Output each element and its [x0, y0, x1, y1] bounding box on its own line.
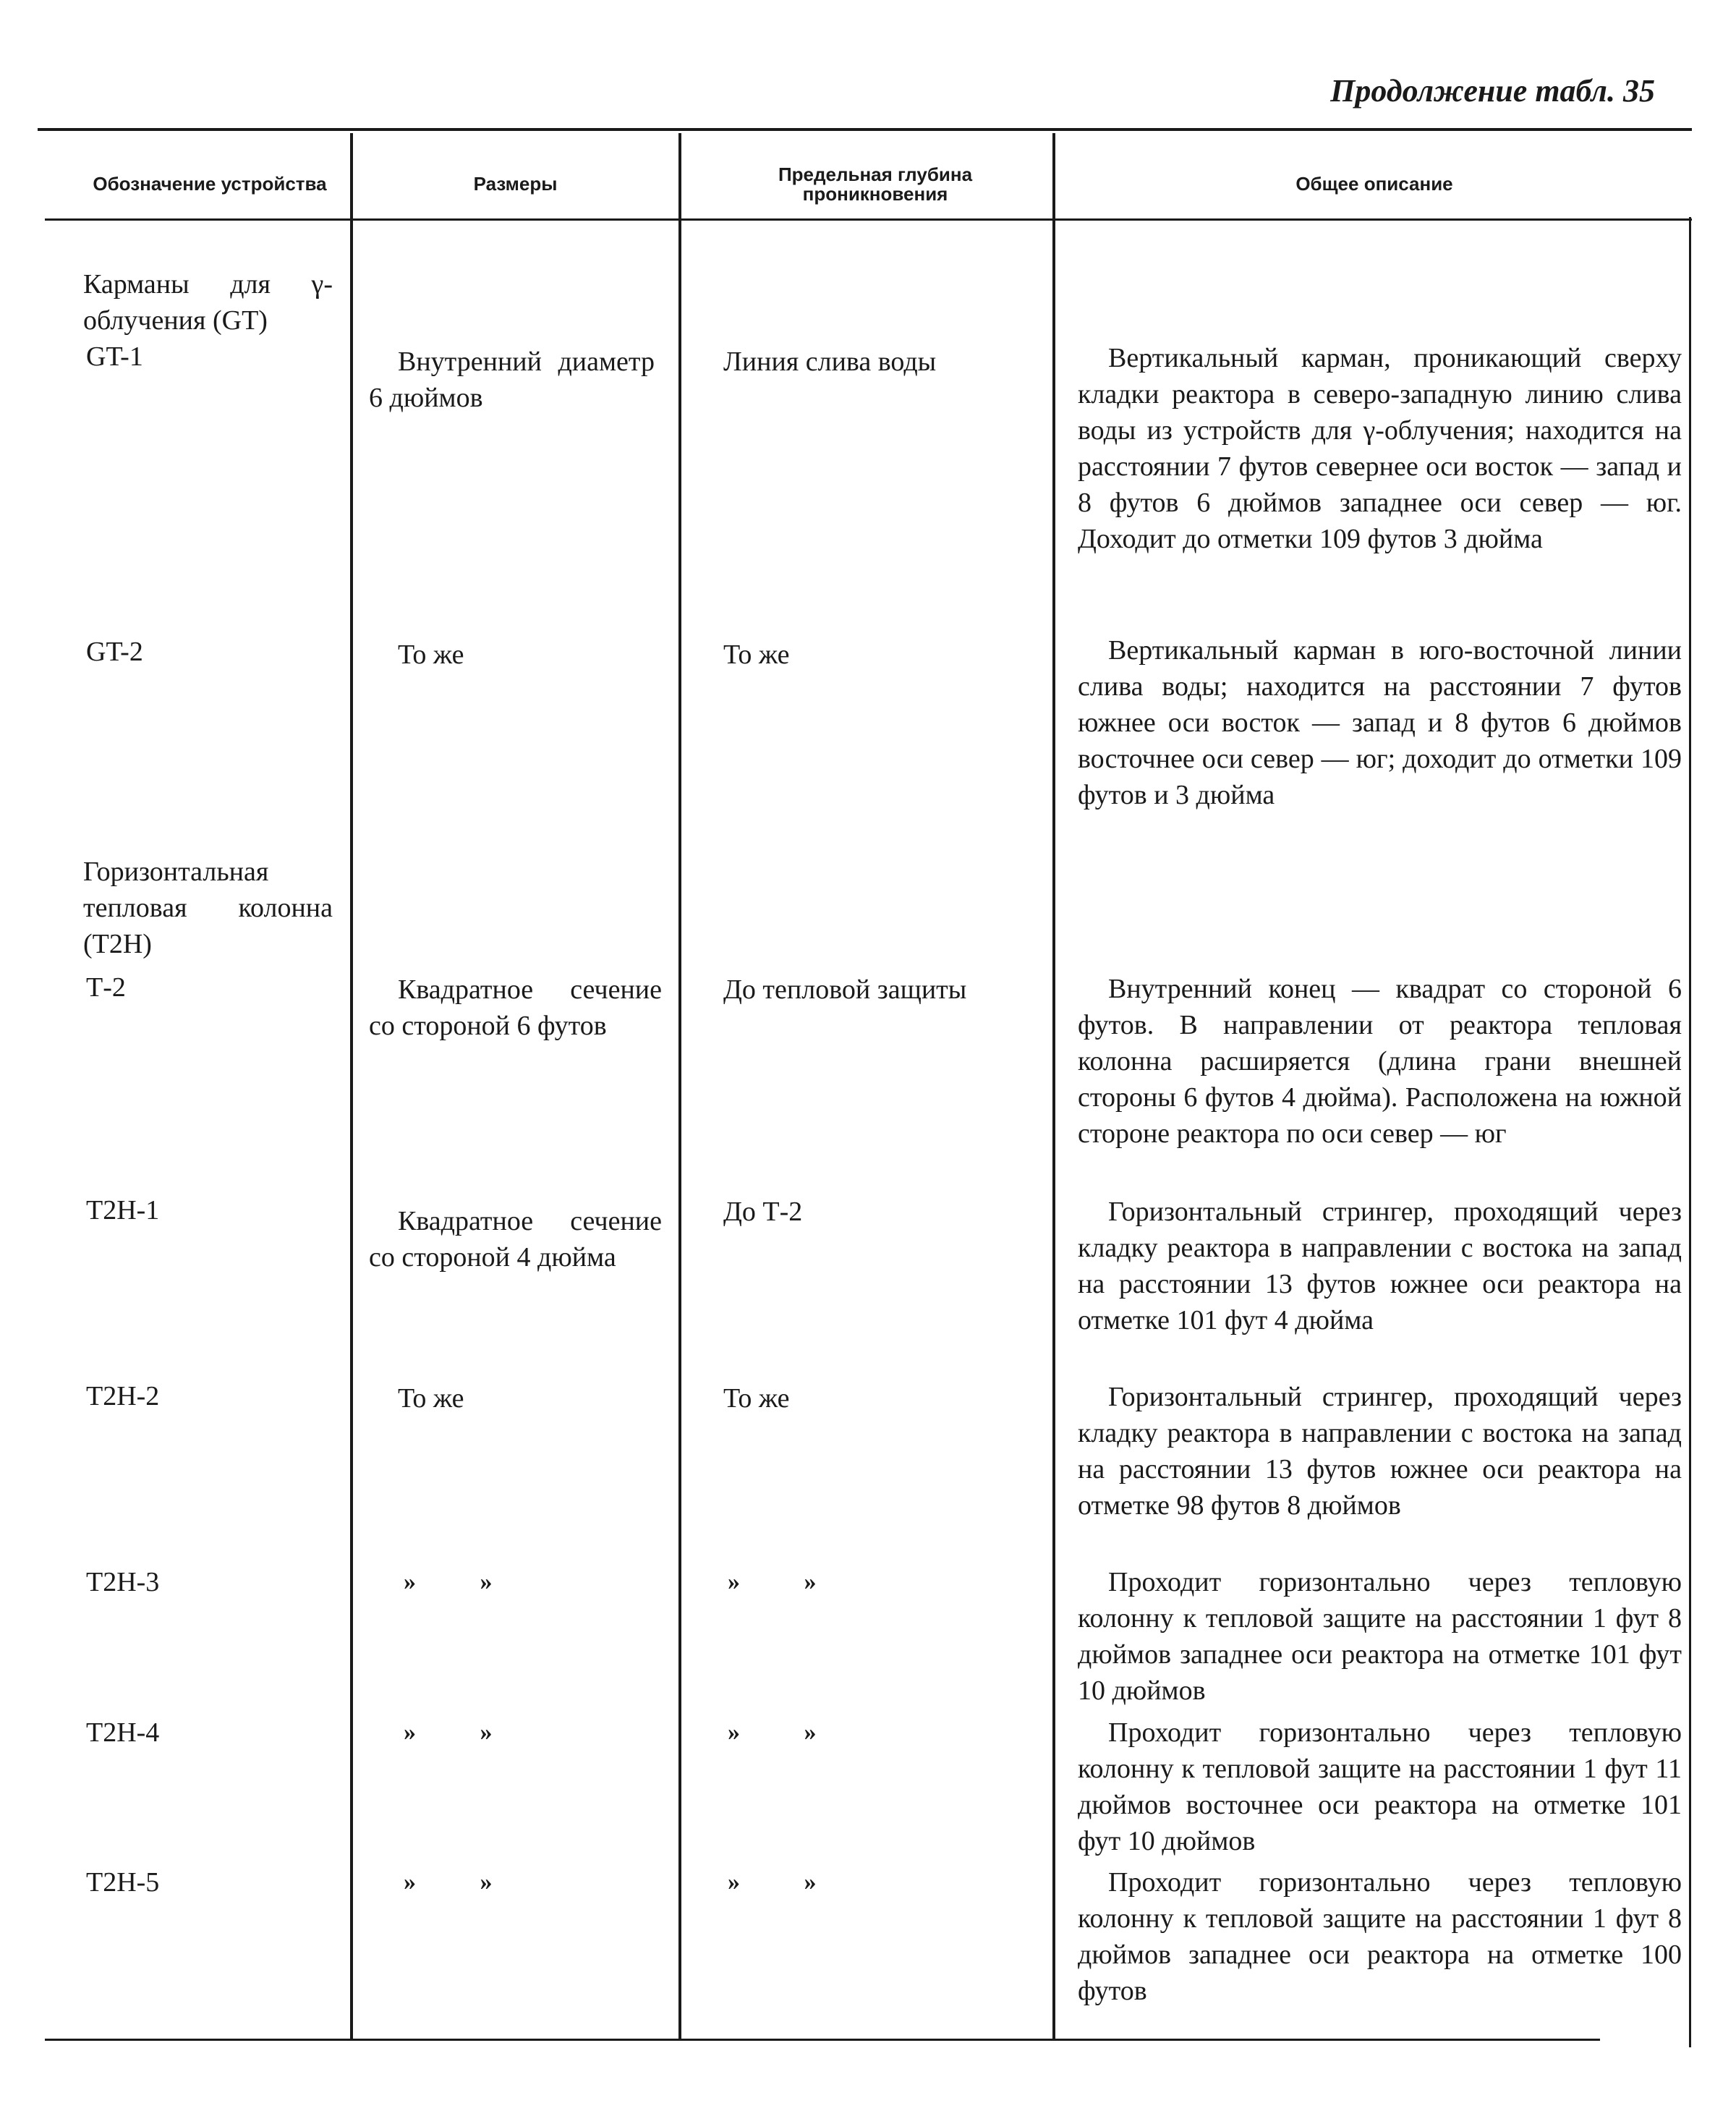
- row-id-t2h1: T2H-1: [86, 1195, 160, 1225]
- row-depth-t2h2: То же: [723, 1383, 790, 1414]
- column-divider-2: [678, 133, 681, 2040]
- header-designation: Обозначение устройства: [93, 173, 327, 195]
- row-depth-gt1: Линия слива воды: [723, 347, 937, 377]
- row-depth-t2h3: » »: [728, 1568, 846, 1595]
- row-id-t2: Т-2: [86, 972, 126, 1003]
- row-id-t2h5: T2H-5: [86, 1867, 160, 1898]
- row-depth-gt2: То же: [723, 640, 790, 670]
- table-caption: Продолжение табл. 35: [1330, 73, 1655, 109]
- row-desc-gt1: Вертикальный карман, проникающий сверху кладки реактора в северо-западную линию слива воды из устройств для γ-облучения; находится на расстоянии 7 футов севернее оси восток — запад и 8 футов 6 дюймов западнее оси север — юг. Доходит до отметки 109 футов 3 дюйма: [1078, 343, 1682, 554]
- row-depth-t2h1: До Т-2: [723, 1197, 803, 1227]
- row-size-t2h4: » »: [404, 1719, 522, 1746]
- row-id-gt1: GT-1: [86, 341, 143, 372]
- row-depth-t2: До тепловой защиты: [723, 974, 967, 1005]
- row-desc-t2h4: Проходит горизонтально через тепловую колонну к тепловой защите на расстоянии 1 фут 11 дюймов восточнее оси реактора на отметке 101 фут 10 дюймов: [1078, 1717, 1682, 1856]
- row-desc-t2h1: Горизонтальный стрингер, проходящий через кладку реактора в направлении с востока на запад на расстоянии 13 футов южнее оси реактора на отметке 101 фут 4 дюйма: [1078, 1197, 1682, 1335]
- row-id-t2h3: T2H-3: [86, 1567, 160, 1597]
- row-id-t2h4: T2H-4: [86, 1717, 160, 1748]
- row-desc-t2: Внутренний конец — квадрат со стороной 6 футов. В направлении от реактора тепловая колонна расширяется (длина грани внешней стороны 6 футов 4 дюйма). Расположена на южной стороне реактора по оси север — юг: [1078, 974, 1682, 1149]
- row-desc-t2h3: Проходит горизонтально через тепловую колонну к тепловой защите на расстоянии 1 фут 8 дюймов западнее оси реактора на отметке 101 фут 10 дюймов: [1078, 1567, 1682, 1706]
- row-size-t2: Квадратное сечение со стороной 6 футов: [369, 974, 662, 1041]
- row-desc-gt2: Вертикальный карман в юго-восточной линии слива воды; находится на расстоянии 7 футов южнее оси восток — запад и 8 футов 6 дюймов восточнее оси север — юг; доходит до отметки 109 футов и 3 дюйма: [1078, 635, 1682, 810]
- row-id-gt2: GT-2: [86, 637, 143, 667]
- column-divider-1: [350, 133, 353, 2040]
- section-title-t2h: Горизонтальная тепловая колонна (T2H): [83, 857, 333, 959]
- column-divider-3: [1052, 133, 1055, 2040]
- row-id-t2h2: T2H-2: [86, 1381, 160, 1411]
- row-size-t2h5: » »: [404, 1869, 522, 1895]
- row-depth-t2h5: » »: [728, 1869, 846, 1895]
- row-size-gt2: То же: [398, 640, 464, 670]
- row-size-t2h3: » »: [404, 1568, 522, 1595]
- row-desc-t2h5: Проходит горизонтально через тепловую колонну к тепловой защите на расстоянии 1 фут 8 дюймов западнее оси реактора на отметке 100 футов: [1078, 1867, 1682, 2006]
- row-depth-t2h4: » »: [728, 1719, 846, 1746]
- row-size-gt1: Внутренний диаметр 6 дюймов: [369, 347, 655, 413]
- row-desc-t2h2: Горизонтальный стрингер, проходящий через кладку реактора в направлении с востока на запад на расстоянии 13 футов южнее оси реактора на отметке 98 футов 8 дюймов: [1078, 1382, 1682, 1521]
- row-size-t2h1: Квадратное сечение со стороной 4 дюйма: [369, 1206, 662, 1273]
- section-title-gt: Карманы для γ-облучения (GT): [83, 269, 333, 336]
- header-dimensions: Размеры: [473, 173, 558, 195]
- header-description: Общее описание: [1295, 173, 1453, 195]
- table-top-rule: [38, 128, 1692, 131]
- header-depth: Предельная глубина проникновения: [778, 163, 973, 205]
- table-right-border: [1689, 217, 1691, 2047]
- row-size-t2h2: То же: [398, 1383, 464, 1414]
- table-bottom-rule: [45, 2039, 1600, 2041]
